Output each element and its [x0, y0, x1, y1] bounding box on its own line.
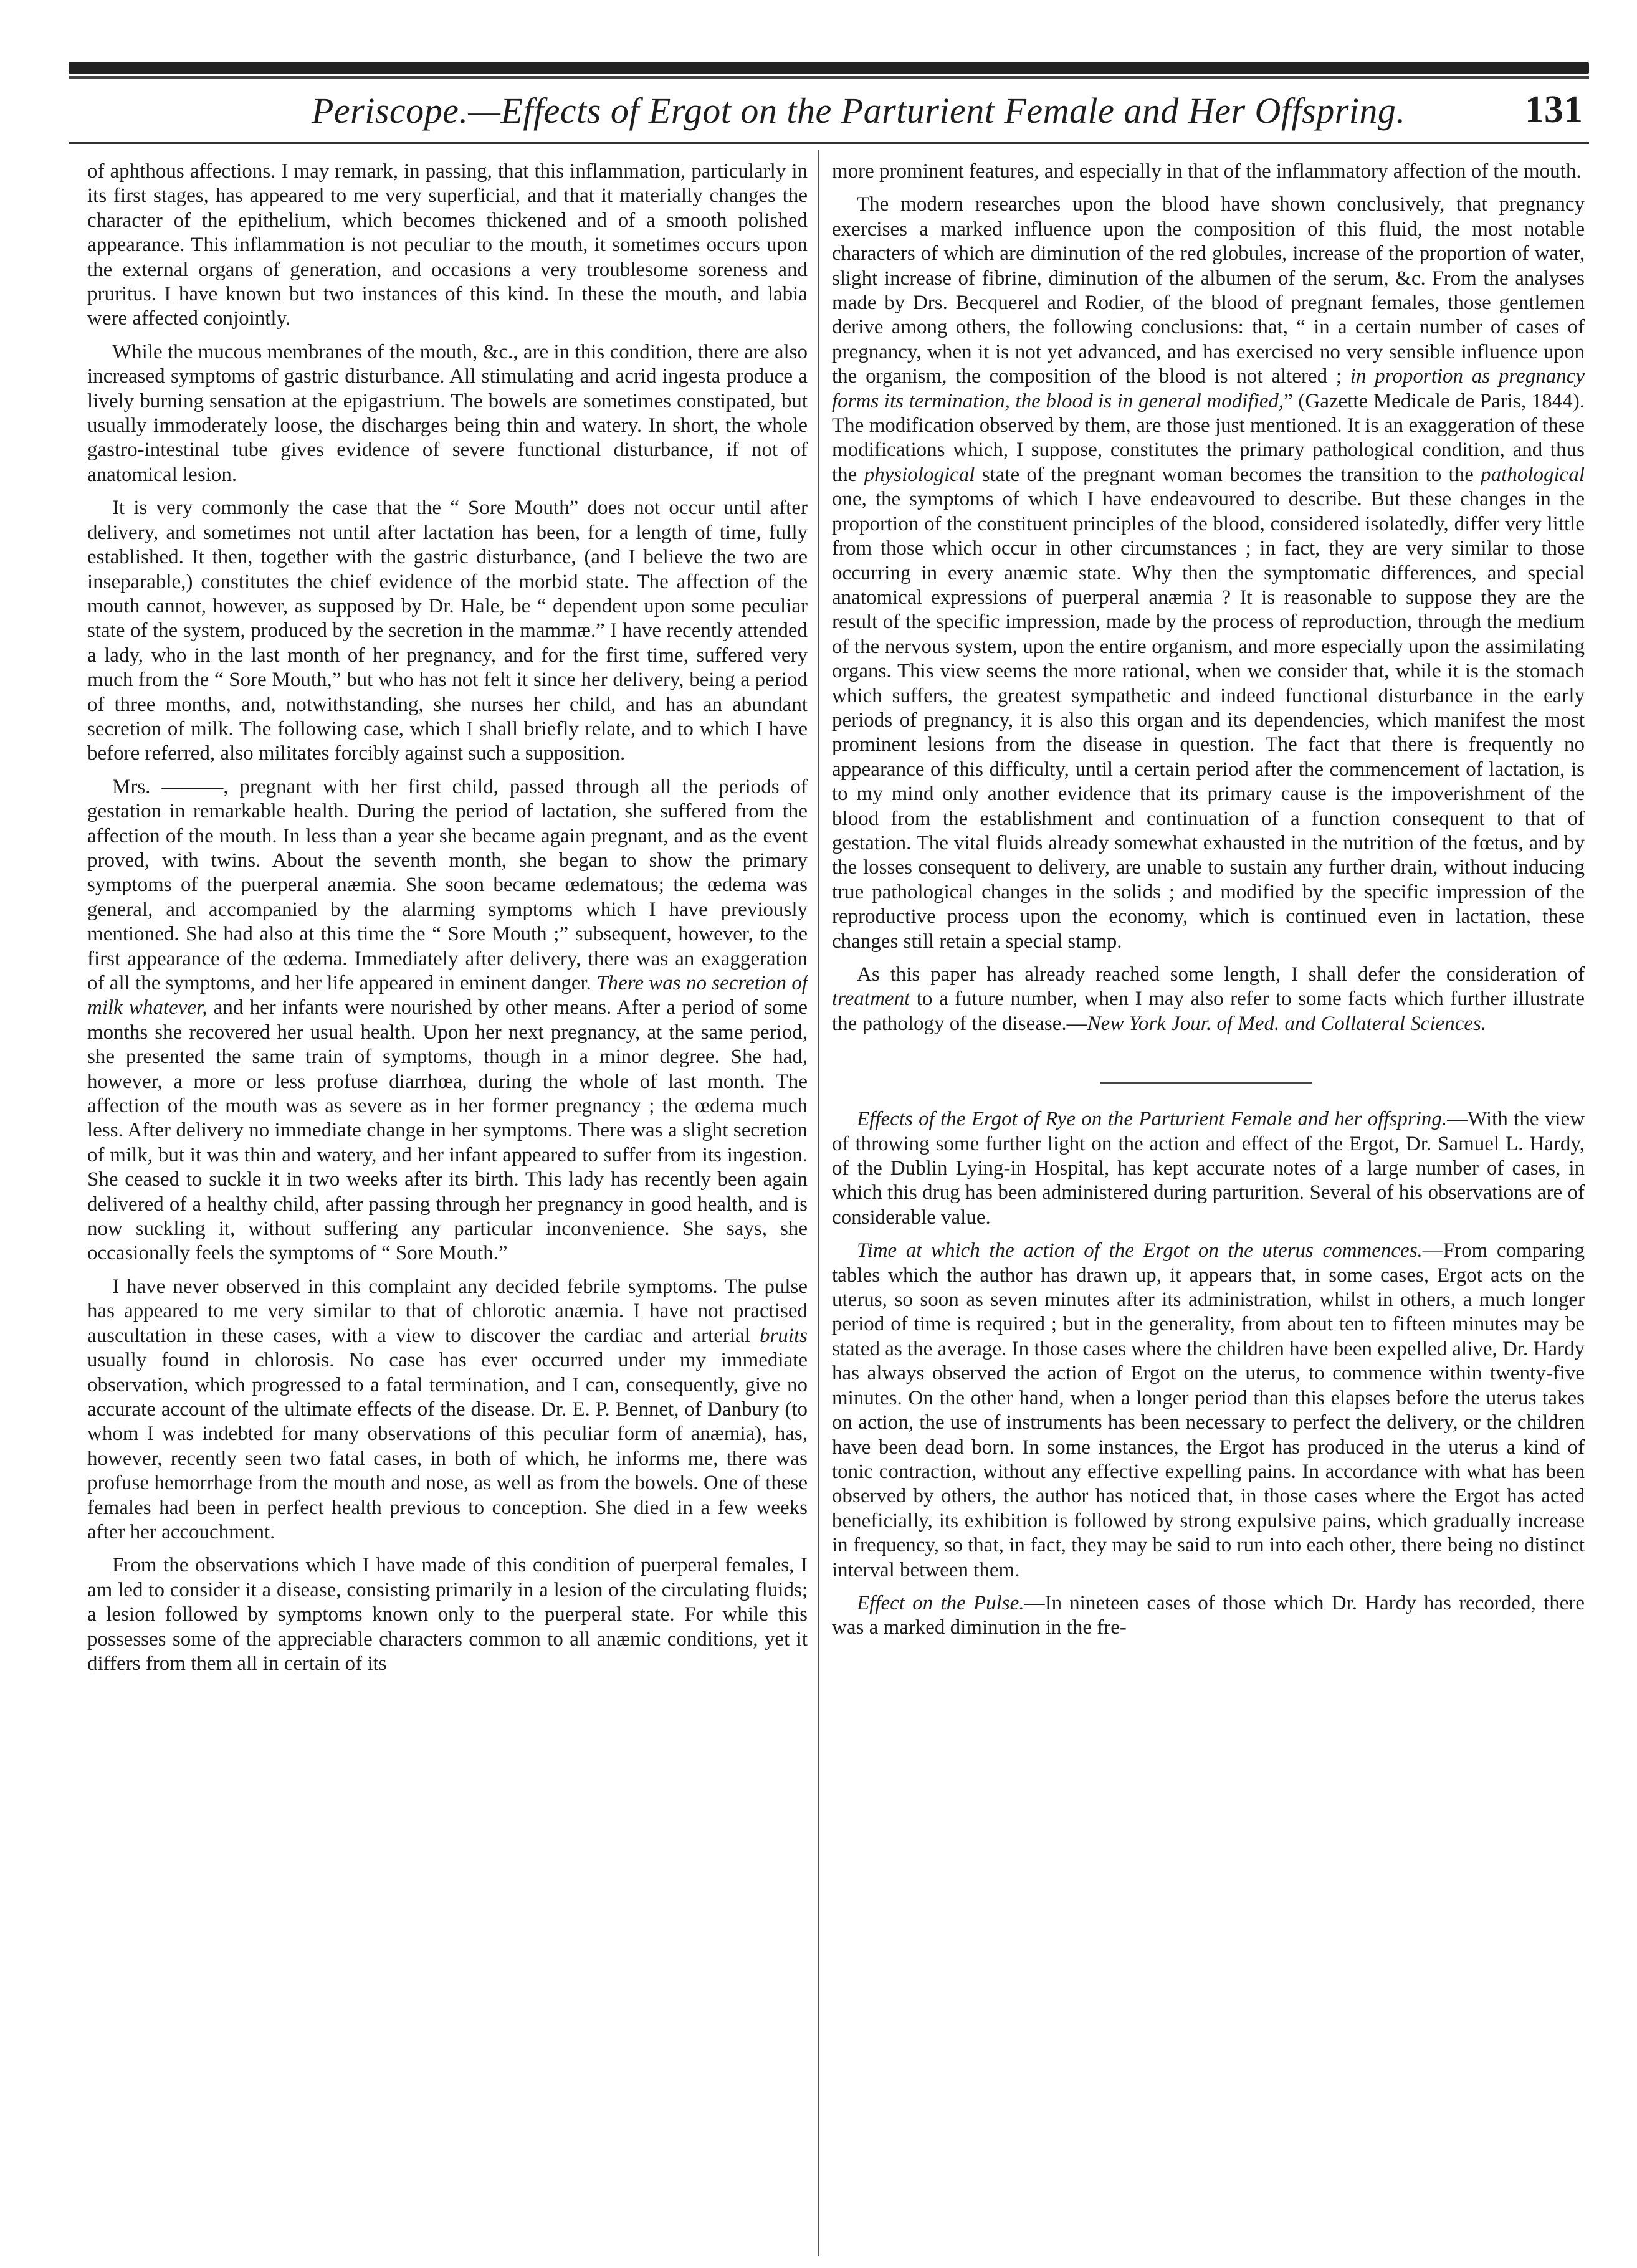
blood-text-c: state of the pregnant woman becomes the transition to the	[975, 463, 1481, 486]
blood-italic-quote: in proportion as pregnancy forms its termination, the blood is in general modified,	[832, 365, 1585, 412]
right-paragraph-2	[832, 193, 1585, 954]
treatment-italic: treatment	[832, 988, 910, 1011]
physiological-italic: physiological	[864, 463, 975, 486]
column-divider	[818, 150, 819, 2256]
left-paragraph-5	[87, 1275, 808, 1545]
pathological-italic: pathological	[1481, 463, 1585, 486]
right-paragraph-3	[832, 963, 1585, 1036]
time-of-action-paragraph	[832, 1239, 1585, 1583]
left-paragraph-1: of aphthous affections. I may remark, in passing, that this inflammation, particularly in its first stages, has appeared to me very superficial, and that it materially changes the character of the epithelium, which becomes thickened and of a smooth polished appearance. This inflammation is not peculiar to the mouth, it sometimes occurs upon the external organs of generation, and occasions a very troublesome soreness and pruritus. I have known but two instances of this kind. In these the mouth, and labia were affected conjointly.	[87, 160, 808, 330]
section-separator	[832, 1045, 1585, 1107]
blood-text-a: The modern researches upon the blood have shown conclusively, that pregnancy exercises a marked influence upon the composition of this fluid, the most notable characters of which are diminution of the red globules, increase of the proportion of water, slight increase of fibrine, diminution of the albumen of the serum, &c. From the analyses made by Drs. Becquerel and Rodier, of the blood of pregnant females, those gentlemen derive among others, the following conclusions: that, “ in a certain number of cases of pregnancy, when it is not yet advanced, and has exercised no very sensible influence upon the organism, the composition of the blood is not altered ;	[832, 193, 1585, 388]
ergot-article-paragraph	[832, 1107, 1585, 1230]
source-citation: New York Jour. of Med. and Collateral Sciences.	[1087, 1012, 1487, 1035]
bruits-italic: bruits	[759, 1324, 808, 1347]
right-paragraph-1: more prominent features, and especially in that of the inflammatory affection of the mouth.	[832, 160, 1582, 183]
left-paragraph-3: It is very commonly the case that the “ Sore Mouth” does not occur until after delivery, and sometimes not until after lactation has been, for a length of time, fully established. It then, together with the gastric disturbance, (and I believe the two are inseparable,) constitutes the chief evidence of the morbid state. The affection of the mouth cannot, however, as supposed by Dr. Hale, be “ dependent upon some peculiar state of the system, produced by the secretion in the mammæ.” I have recently attended a lady, who in the last month of her pregnancy, and for the first time, suffered very much from the “ Sore Mouth,” but who has not felt it since her delivery, being a period of three months, and, notwithstanding, she nurses her child, and has an abundant secretion of milk. The following case, which I shall briefly relate, and to which I have before referred, also militates forcibly against such a supposition.	[87, 497, 808, 765]
case-text-b: and her infants were nourished by other means. After a period of some months she recovered her usual health. Upon her next pregnancy, at the same period, she presented the same train of symptoms, though in a minor degree. She had, however, a more or less profuse diarrhœa, during the whole of last month. The affection of the mouth was as severe as in her former pregnancy ; the œdema much less. After delivery no immediate change in her symptoms. There was a slight secretion of milk, but it was thin and watery, and her infant appeared to suffer from its ingestion. She ceased to suckle it in two weeks after its birth. This lady has recently been again delivered of a healthy child, after passing through her pregnancy in good health, and is now suckling it, without suffering any particular inconvenience. She says, she occasionally feels the symptoms of “ Sore Mouth.”	[87, 996, 808, 1265]
time-of-action-text: —From comparing tables which the author has drawn up, it appears that, in some cases, Ergot acts on the uterus, so soon as seven minutes after its administration, whilst in others, a much longer period of time is required ; but in the generality, from about ten to fifteen minutes may be stated as the average. In those cases where the children have been expelled alive, Dr. Hardy has always observed the action of Ergot on the uterus, to commence within twenty-five minutes. On the other hand, when a longer period than this elapses before the uterus takes on action, the use of instruments has been necessary to perfect the delivery, or the children have been dead born. In some instances, the Ergot has produced in the uterus a kind of tonic contraction, without any effective expelling pains. In accordance with what has been observed by others, the author has noticed that, in those cases where the Ergot has acted beneficially, its exhibition is followed by strong expulsive pains, which gradually increase in frequency, so that, in fact, they may be said to run into each other, there being no distinct interval between them.	[832, 1239, 1585, 1581]
left-paragraph-4	[87, 775, 808, 1266]
blood-text-d: one, the symptoms of which I have endeavoured to describe. But these changes in the proportion of the constituent principles of the blood, considered isolatedly, differ very little from those which occur in other circumstances ; in fact, they are very similar to those occurring in every anæmic state. Why then the symptomatic differences, and special anatomical expressions of puerperal anæmia ? It is reasonable to suppose they are the result of the specific impression, made by the process of reproduction, through the medium of the nervous system, upon the entire organism, and more especially upon the assimilating organs. This view seems the more rational, when we consider that, while it is the stomach which suffers, the greatest sympathetic and indeed functional disturbance in the early periods of pregnancy, it is also this organ and its dependencies, which manifest the most prominent lesions from the disease in question. The fact that there is frequently no appearance of this difficulty, until a certain period after the commencement of lactation, is to my mind only another evidence that its primary cause is the impoverishment of the blood from the establishment and continuation of a function consequent to that of gestation. The vital fluids already somewhat exhausted in the nutrition of the fœtus, and by the losses consequent to delivery, are unable to sustain any further drain, without inducing true pathological changes in the solids ; and modified by the specific impression of the reproductive process upon the economy, which is continued even in lactation, these changes still retain a special stamp.	[832, 488, 1585, 953]
header-thick-rule	[69, 62, 1589, 74]
header-thin-rule	[69, 76, 1589, 79]
pulse-text: —In nineteen cases of those which Dr. Hardy has recorded, there was a marked diminution in the fre-	[832, 1591, 1585, 1639]
pulse-paragraph	[832, 1591, 1585, 1641]
defer-text-a: As this paper has already reached some length, I shall defer the consideration of	[857, 963, 1585, 986]
page-number: 131	[1525, 88, 1583, 131]
ergot-article-title: Effects of the Ergot of Rye on the Parturient Female and her offspring.	[857, 1108, 1448, 1131]
left-paragraph-6: From the observations which I have made of this condition of puerperal females, I am led to consider it a disease, consisting primarily in a lesion of the circulating fluids; a lesion followed by symptoms known only to the puerperal state. For while this possesses some of the appreciable characters common to all anæmic conditions, yet it differs from them all in certain of its	[87, 1554, 808, 1675]
defer-text-b: to a future number, when I may also refer to some facts which further illustrate the pathology of the disease.—	[832, 988, 1585, 1035]
separator-rule	[1100, 1082, 1312, 1084]
running-head: Periscope.—Effects of Ergot on the Parturient Female and Her Offspring.	[312, 90, 1406, 131]
ergot-intro-text: —With the view of throwing some further light on the action and effect of the Ergot, Dr. Samuel L. Hardy, of the Dublin Lying-in Hospital, has kept accurate notes of a large number of cases, in which this drug has been administered during parturition. Several of his observations are of considerable value.	[832, 1108, 1585, 1229]
case-italic-phrase: There was no secretion of milk whatever,	[87, 972, 808, 1019]
left-column	[87, 160, 808, 2253]
febrile-text-b: usually found in chlorosis. No case has ever occurred under my immediate observation, which progressed to a fatal termination, and I can, consequently, give no accurate account of the ultimate effects of the disease. Dr. E. P. Bennet, of Danbury (to whom I was indebted for many observations of this peculiar form of anæmia), has, however, recently seen two fatal cases, in both of which, he informs me, there was profuse hemorrhage from the mouth and nose, as well as from the bowels. One of these females had been in perfect health previous to conception. She died in a few weeks after her accouchment.	[87, 1349, 808, 1543]
blood-text-b: ” (Gazette Medicale de Paris, 1844). The modification observed by them, are those just mentioned. It is an exaggeration of these modifications which, I suppose, constitutes the primary pathological condition, and thus the	[832, 389, 1585, 486]
left-paragraph-2: While the mucous membranes of the mouth, &c., are in this condition, there are also increased symptoms of gastric disturbance. All stimulating and acrid ingesta produce a lively burning sensation at the epigastrium. The bowels are sometimes constipated, but usually immoderately loose, the discharges being thin and watery. In short, the whole gastro-intestinal tube gives evidence of severe functional disturbance, if not of anatomical lesion.	[87, 340, 808, 486]
febrile-text-a: I have never observed in this complaint any decided febrile symptoms. The pulse has appeared to me very similar to that of chlorotic anæmia. I have not practised auscultation in these cases, with a view to discover the cardiac and arterial	[87, 1275, 808, 1347]
case-text-a: Mrs. ———, pregnant with her first child, passed through all the periods of gestation in remarkable health. During the period of lactation, she suffered from the affection of the mouth. In less than a year she became again pregnant, and as the event proved, with twins. About the seventh month, she began to show the primary symptoms of the puerperal anæmia. She soon became œdematous; the œdema was general, and accompanied by the alarming symptoms which I have previously mentioned. She had also at this time the “ Sore Mouth ;” subsequent, however, to the first appearance of the œdema. Immediately after delivery, there was an exaggeration of all the symptoms, and her life appeared in eminent danger.	[87, 775, 808, 994]
right-column	[832, 160, 1585, 2253]
time-of-action-heading: Time at which the action of the Ergot on the uterus commences.	[857, 1239, 1423, 1262]
pulse-heading: Effect on the Pulse.	[857, 1591, 1024, 1614]
header-bottom-rule	[69, 142, 1589, 144]
